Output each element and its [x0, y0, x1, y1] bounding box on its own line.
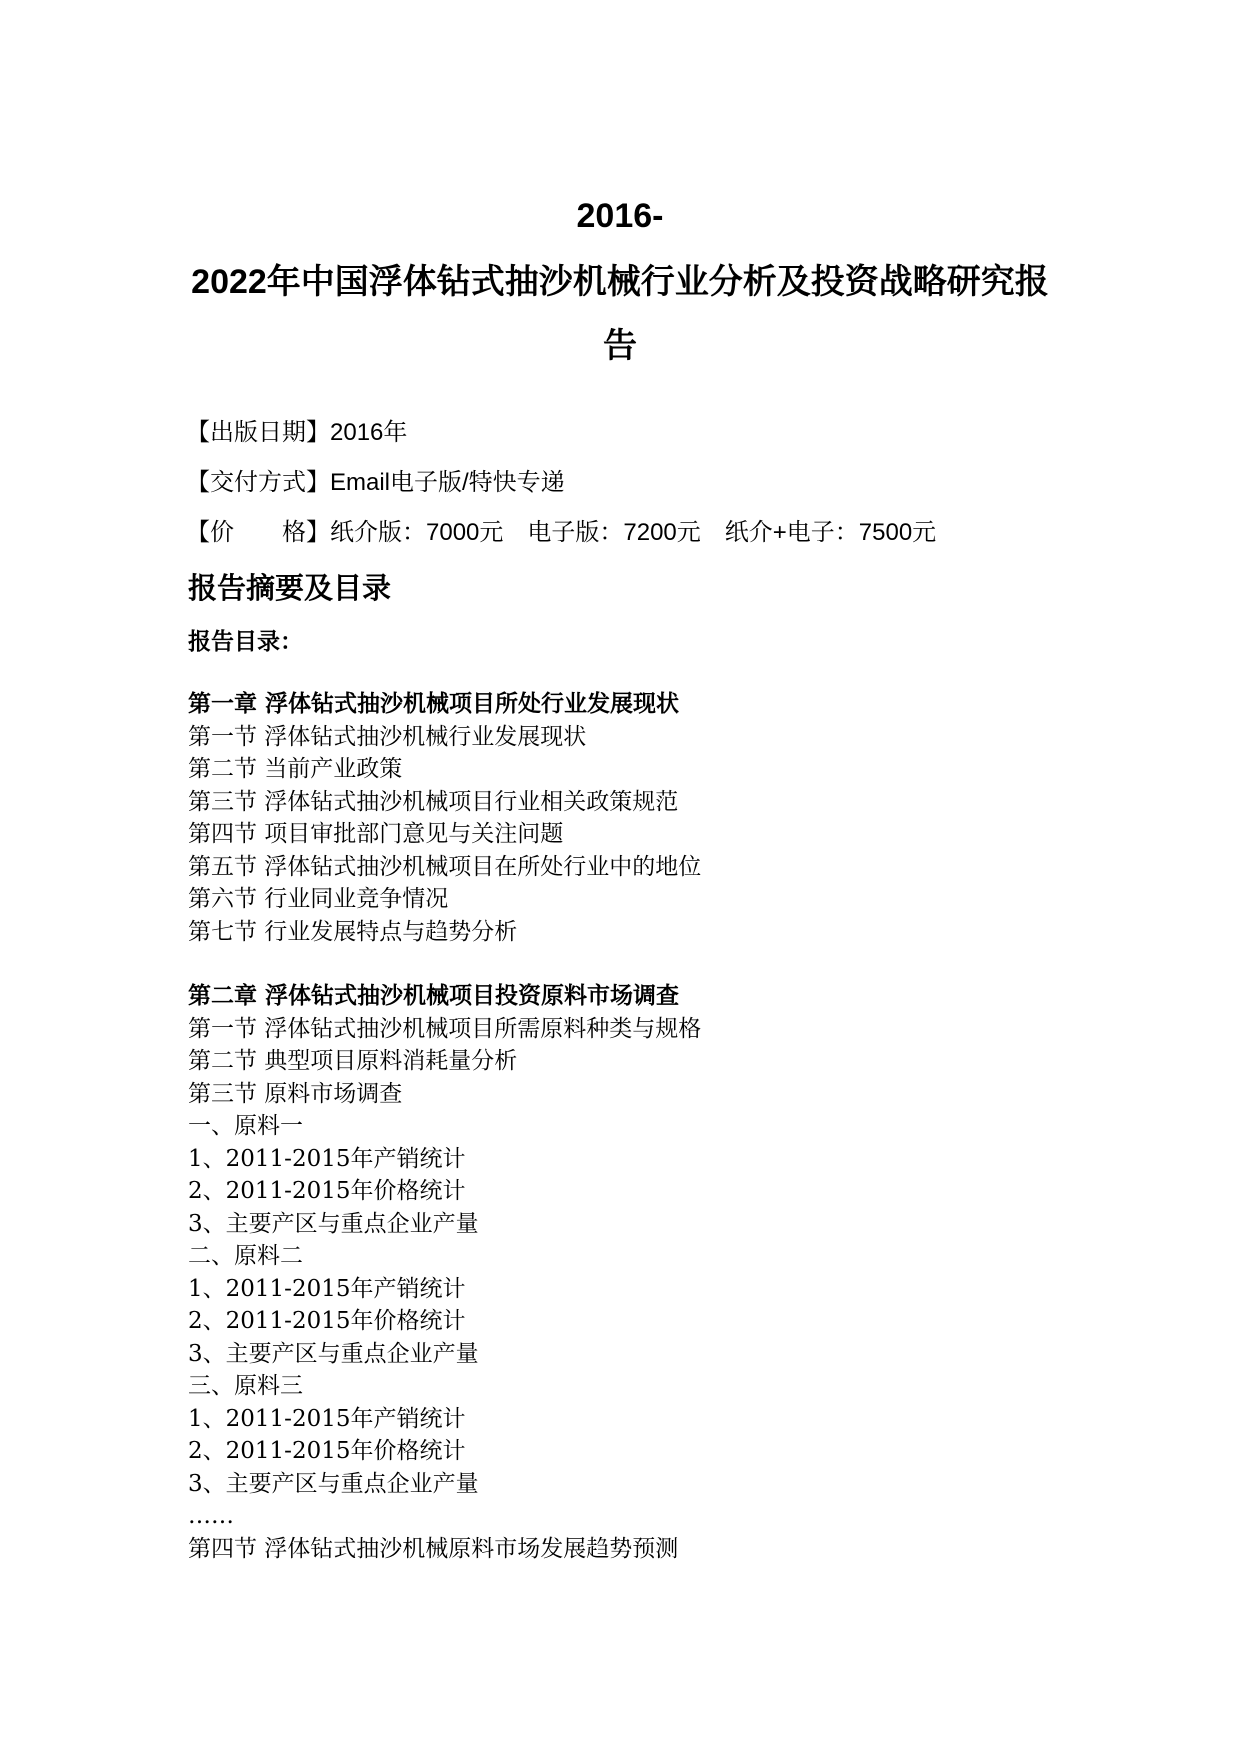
report-title-line-1: 2016- — [576, 197, 664, 235]
delivery-method-value: Email电子版/特快专递 — [330, 469, 565, 496]
toc-item: 3、主要产区与重点企业产量 — [188, 1340, 479, 1367]
toc-item: 第六节 行业同业竞争情况 — [188, 886, 449, 912]
toc-chapter-2: 第二章 浮体钻式抽沙机械项目投资原料市场调查 — [188, 983, 680, 1009]
toc-chapter-1: 第一章 浮体钻式抽沙机械项目所处行业发展现状 — [188, 691, 680, 717]
toc-item: 2、2011-2015年价格统计 — [188, 1178, 466, 1204]
publish-date — [186, 418, 407, 448]
toc-item: 第一节 浮体钻式抽沙机械项目所需原料种类与规格 — [188, 1015, 702, 1042]
toc-item: 第三节 原料市场调查 — [188, 1080, 403, 1107]
delivery-method — [186, 468, 565, 498]
delivery-method-label: 【交付方式】 — [186, 469, 330, 496]
price-label: 【价 格】 — [186, 519, 330, 546]
toc-item: 2、2011-2015年价格统计 — [188, 1308, 466, 1334]
toc-item: 第四节 浮体钻式抽沙机械原料市场发展趋势预测 — [188, 1535, 679, 1562]
toc-item: 第三节 浮体钻式抽沙机械项目行业相关政策规范 — [188, 788, 679, 815]
toc-item: 2、2011-2015年价格统计 — [188, 1438, 466, 1464]
toc-item: 1、2011-2015年产销统计 — [188, 1145, 466, 1172]
report-title-line-2: 2022年中国浮体钻式抽沙机械行业分析及投资战略研究报 — [191, 263, 1049, 301]
table-of-contents — [188, 688, 1088, 1565]
toc-item: 第七节 行业发展特点与趋势分析 — [188, 918, 518, 945]
toc-item: 第五节 浮体钻式抽沙机械项目在所处行业中的地位 — [188, 853, 702, 880]
report-title-line-3: 告 — [603, 327, 637, 365]
publish-date-label: 【出版日期】 — [186, 419, 330, 446]
toc-item: 第四节 项目审批部门意见与关注问题 — [188, 821, 564, 847]
summary-section-title: 报告摘要及目录 — [188, 573, 392, 605]
toc-item: 第一节 浮体钻式抽沙机械行业发展现状 — [188, 723, 587, 750]
publish-date-value: 2016年 — [330, 419, 408, 446]
toc-item: 3、主要产区与重点企业产量 — [188, 1210, 479, 1237]
toc-item: 第二节 当前产业政策 — [188, 756, 403, 782]
price-both: 纸介+电子：7500元 — [724, 519, 937, 546]
toc-item: 二、原料二 — [188, 1243, 303, 1269]
toc-item: …… — [188, 1503, 234, 1529]
toc-item: 3、主要产区与重点企业产量 — [188, 1470, 479, 1497]
toc-item: 第二节 典型项目原料消耗量分析 — [188, 1048, 518, 1074]
toc-item: 1、2011-2015年产销统计 — [188, 1405, 466, 1432]
toc-item: 1、2011-2015年产销统计 — [188, 1275, 466, 1302]
toc-label: 报告目录： — [188, 628, 303, 654]
price-paper: 纸介版：7000元 — [330, 519, 504, 546]
price-info — [186, 518, 936, 548]
toc-spacer — [188, 948, 1088, 980]
toc-item: 一、原料一 — [188, 1113, 303, 1139]
toc-item: 三、原料三 — [188, 1373, 303, 1399]
price-electronic: 电子版：7200元 — [527, 519, 701, 546]
